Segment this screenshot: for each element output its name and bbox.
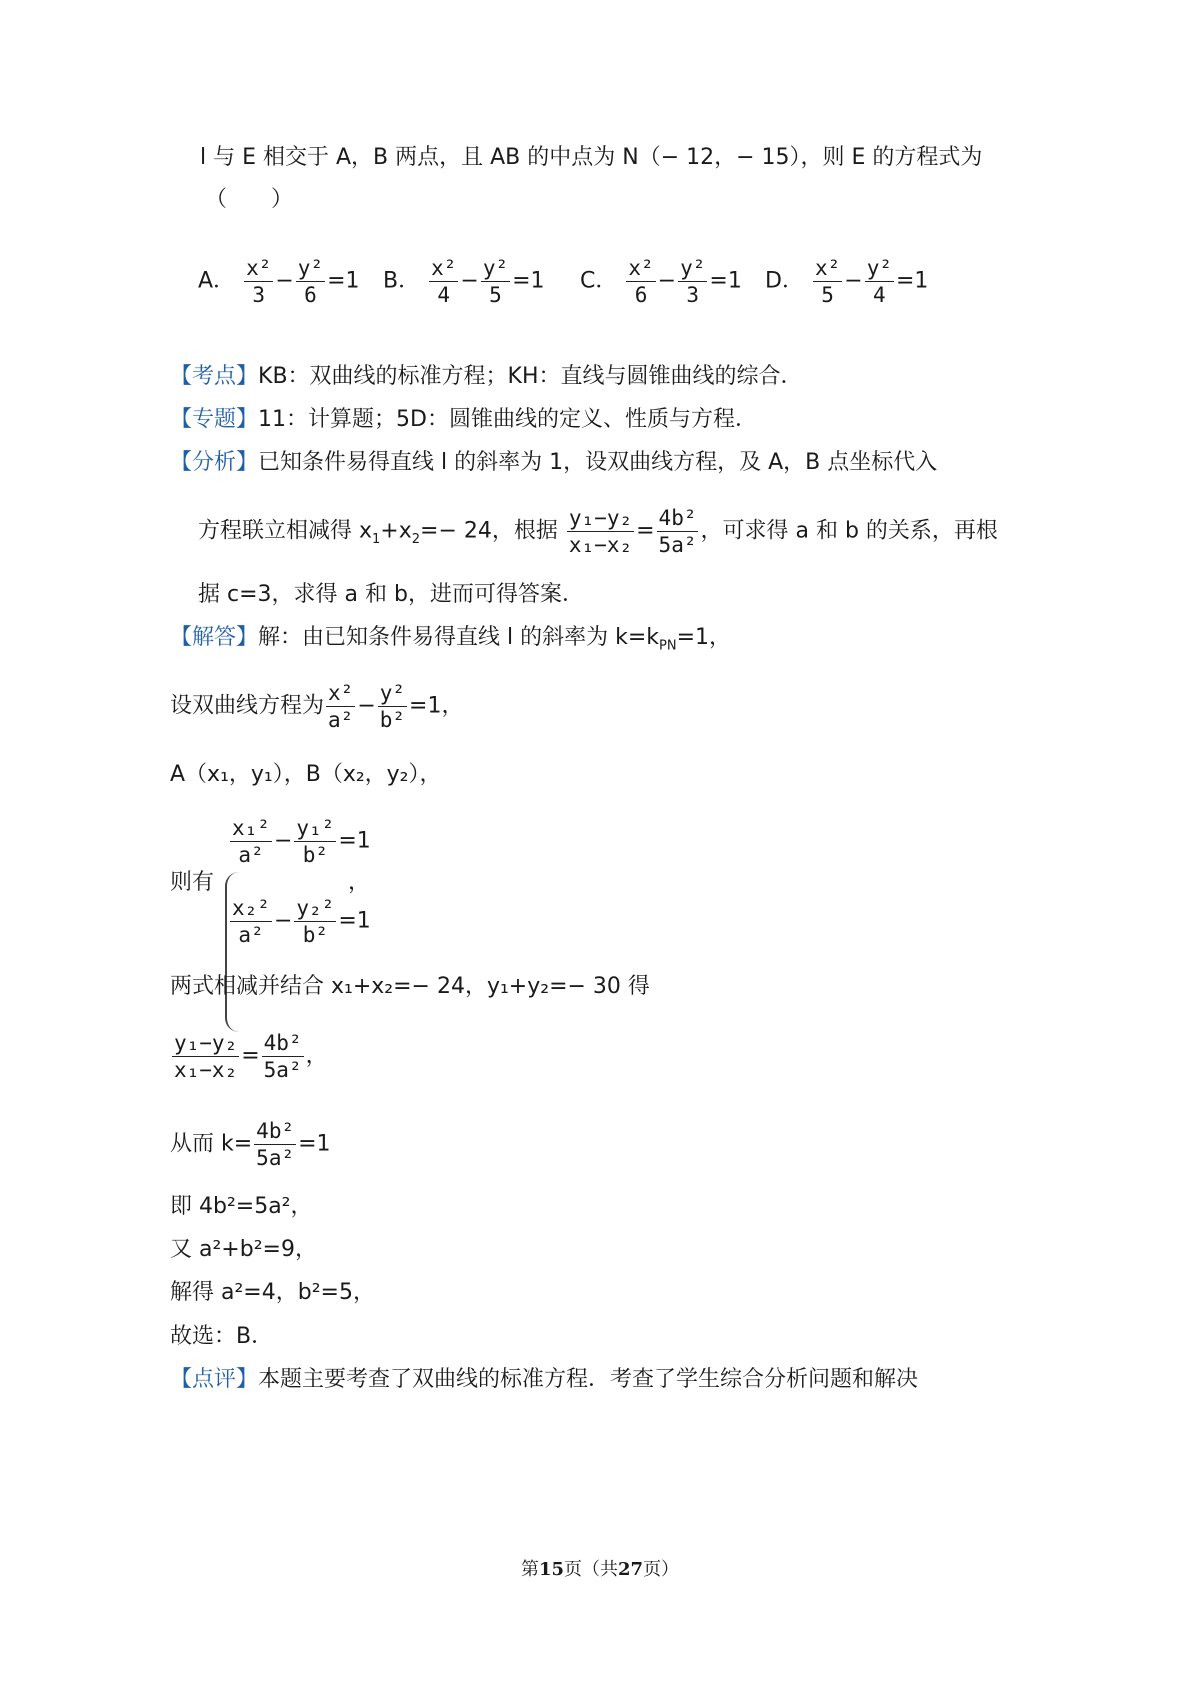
zeyou-label: 则有 — [170, 870, 215, 895]
option-c: C． $\frac{\text{x²}}{6}$ − $\frac{\text{y²}}{3}$ =1 — [580, 256, 742, 307]
system-comma: ， — [348, 870, 371, 895]
page-footer: 第15页（共27页） — [520, 1559, 680, 1580]
system-eq-2: $\frac{\text{x₂²}}{\text{a²}}$ − $\frac{\text{y₂²}}{\text{b²}}$ =1 — [232, 896, 371, 947]
question-paren: （ ） — [205, 187, 294, 212]
thus-line: 从而 k= $\frac{\text{4b²}}{\text{5a²}}$ =1 — [170, 1119, 331, 1170]
ratio-equation: $\frac{\text{y₁−y₂}}{\text{x₁−x₂}}$ = $\frac{\text{4b²}}{\text{5a²}}$ ， — [174, 1031, 328, 1082]
kaodian-line: 【考点】KB：双曲线的标准方程；KH：直线与圆锥曲线的综合． — [170, 364, 803, 389]
option-a: A． $\frac{\text{x²}}{3}$ − $\frac{\text{y²}}{6}$ =1 — [198, 256, 360, 307]
system-eq-1: $\frac{\text{x₁²}}{\text{a²}}$ − $\frac{\text{y₁²}}{\text{b²}}$ =1 — [232, 816, 371, 867]
fenxi-line-3: 据 c=3，求得 a 和 b，进而可得答案． — [198, 582, 584, 607]
jieda-set-equation: 设双曲线方程为 $\frac{\text{x²}}{\text{a²}}$ − $\frac{\text{y²}}{\text{b²}}$ =1， — [170, 681, 464, 732]
fenxi-line-2: 方程联立相减得 $x_1+x_2=- 24$，根据 $\frac{\text{y₁−y₂}}{\text{x₁−x₂}}$ = $\frac{\text{4b²}}{\text{5a²}}$ ，可求得 a 和 b 的关系，再根 — [198, 506, 998, 557]
fenxi-line-1: 【分析】已知条件易得直线 l 的斜率为 1，设双曲线方程，及 A，B 点坐标代入 — [170, 450, 938, 475]
ji-line: 即 4b²=5a²， — [170, 1194, 313, 1219]
question-line-1: l 与 E 相交于 A，B 两点，且 AB 的中点为 N（− 12，− 15），则 E 的方程式为 — [200, 145, 983, 170]
option-d: D． $\frac{\text{x²}}{5}$ − $\frac{\text{y²}}{4}$ =1 — [765, 256, 929, 307]
subtract-line: 两式相减并结合 x₁+x₂=− 24，y₁+y₂=− 30 得 — [170, 974, 650, 999]
guxuan-line: 故选：B． — [170, 1324, 274, 1349]
zhuanti-line: 【专题】11：计算题；5D：圆锥曲线的定义、性质与方程． — [170, 407, 757, 432]
jieda-points: A（x₁，y₁），B（x₂，y₂）， — [170, 762, 442, 787]
jieda-line-1: 【解答】解：由已知条件易得直线 l 的斜率为 $k=k_{PN}=1$， — [170, 625, 732, 654]
option-b: B． $\frac{\text{x²}}{4}$ − $\frac{\text{y²}}{5}$ =1 — [383, 256, 545, 307]
jiede-line: 解得 a²=4，b²=5， — [170, 1280, 375, 1305]
you-line: 又 a²+b²=9， — [170, 1237, 317, 1262]
dianping-line: 【点评】本题主要考查了双曲线的标准方程．考查了学生综合分析问题和解决 — [170, 1367, 919, 1392]
